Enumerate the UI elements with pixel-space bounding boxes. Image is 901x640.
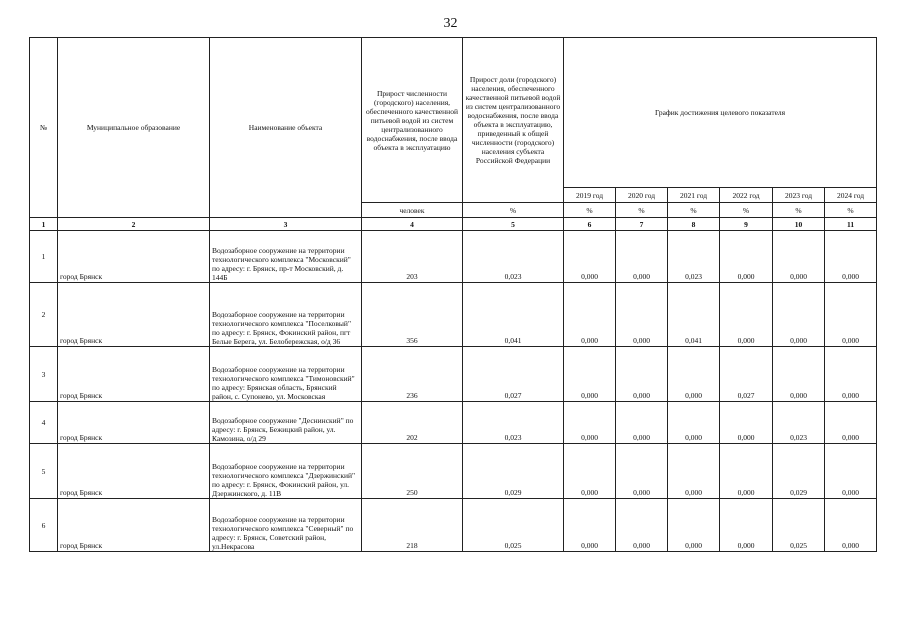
share-cell: 0,025 (463, 499, 564, 552)
row-index: 1 (30, 231, 58, 283)
object-cell: Водозаборное сооружение на территории технологического комплекса "Северный" по адресу: г. Брянск, Советский район, ул.Некрасова (210, 499, 362, 552)
value-2024: 0,000 (825, 347, 877, 402)
share-cell: 0,041 (463, 283, 564, 347)
object-cell: Водозаборное сооружение на территории технологического комплекса "Тимоновский" по адресу: Брянская область, Брянский район, с. Супонево, ул. Московская (210, 347, 362, 402)
share-cell: 0,029 (463, 444, 564, 499)
value-2021: 0,000 (668, 499, 720, 552)
value-2020: 0,000 (616, 283, 668, 347)
value-2019: 0,000 (564, 402, 616, 444)
share-cell: 0,023 (463, 231, 564, 283)
municipality-cell: город Брянск (58, 347, 210, 402)
unit-percent: % (668, 203, 720, 218)
unit-percent: % (616, 203, 668, 218)
header-share-growth: Прирост доли (городского) населения, обеспеченного качественной питьевой водой из систем централизованного водоснабжения, после ввода объекта в эксплуатацию, приведенный к общей численности (городского) населения субъекта Российской Федерации (463, 38, 564, 203)
object-cell: Водозаборное сооружение на территории технологического комплекса "Московский" по адресу: г. Брянск, пр-т Московский, д. 144Б (210, 231, 362, 283)
table-row (30, 231, 877, 283)
unit-percent: % (825, 203, 877, 218)
year-2021: 2021 год (668, 188, 720, 203)
object-cell: Водозаборное сооружение на территории технологического комплекса "Поселковый" по адресу: г. Брянск, Фокинский район, пгт Белые Берега, ул. Белобережская, о/д 36 (210, 283, 362, 347)
unit-percent: % (720, 203, 773, 218)
value-2019: 0,000 (564, 499, 616, 552)
value-2019: 0,000 (564, 283, 616, 347)
share-cell: 0,023 (463, 402, 564, 444)
value-2019: 0,000 (564, 347, 616, 402)
row-index: 3 (30, 347, 58, 402)
value-2022: 0,000 (720, 283, 773, 347)
column-number: 9 (720, 218, 773, 231)
value-2022: 0,000 (720, 402, 773, 444)
municipality-cell: город Брянск (58, 283, 210, 347)
row-index: 6 (30, 499, 58, 552)
row-index: 4 (30, 402, 58, 444)
column-number: 4 (362, 218, 463, 231)
column-number: 8 (668, 218, 720, 231)
column-number: 6 (564, 218, 616, 231)
value-2023: 0,025 (773, 499, 825, 552)
header-schedule: График достижения целевого показателя (564, 38, 877, 188)
value-2024: 0,000 (825, 499, 877, 552)
value-2020: 0,000 (616, 444, 668, 499)
header-no: № (30, 38, 58, 218)
header-municipality: Муниципальное образование (58, 38, 210, 218)
value-2020: 0,000 (616, 402, 668, 444)
column-number: 3 (210, 218, 362, 231)
value-2024: 0,000 (825, 283, 877, 347)
value-2020: 0,000 (616, 347, 668, 402)
row-index: 2 (30, 283, 58, 347)
unit-percent: % (773, 203, 825, 218)
value-2021: 0,000 (668, 402, 720, 444)
population-cell: 356 (362, 283, 463, 347)
target-indicator-table (29, 37, 877, 552)
table-row (30, 444, 877, 499)
page-number: 32 (443, 16, 458, 31)
value-2022: 0,027 (720, 347, 773, 402)
year-2020: 2020 год (616, 188, 668, 203)
object-cell: Водозаборное сооружение "Деснинский" по адресу: г. Брянск, Бежицкий район, ул. Камозина, о/д 29 (210, 402, 362, 444)
value-2023: 0,000 (773, 283, 825, 347)
row-index: 5 (30, 444, 58, 499)
column-number: 1 (30, 218, 58, 231)
value-2021: 0,023 (668, 231, 720, 283)
value-2023: 0,029 (773, 444, 825, 499)
population-cell: 236 (362, 347, 463, 402)
unit-percent: % (463, 203, 564, 218)
object-cell: Водозаборное сооружение на территории технологического комплекса "Дзержинский" по адресу: г. Брянск, Фокинский район, ул. Дзержинского, д. 11В (210, 444, 362, 499)
value-2024: 0,000 (825, 444, 877, 499)
value-2022: 0,000 (720, 231, 773, 283)
value-2021: 0,000 (668, 347, 720, 402)
value-2023: 0,023 (773, 402, 825, 444)
value-2020: 0,000 (616, 231, 668, 283)
population-cell: 250 (362, 444, 463, 499)
value-2019: 0,000 (564, 444, 616, 499)
value-2024: 0,000 (825, 231, 877, 283)
population-cell: 218 (362, 499, 463, 552)
value-2021: 0,000 (668, 444, 720, 499)
unit-percent: % (564, 203, 616, 218)
header-population-growth: Прирост численности (городского) населения, обеспеченного качественной питьевой водой из систем централизованного водоснабжения, после ввода объекта в эксплуатацию (362, 38, 463, 203)
population-cell: 202 (362, 402, 463, 444)
value-2019: 0,000 (564, 231, 616, 283)
column-number: 5 (463, 218, 564, 231)
unit-people: человек (362, 203, 463, 218)
year-2023: 2023 год (773, 188, 825, 203)
column-number: 11 (825, 218, 877, 231)
year-2022: 2022 год (720, 188, 773, 203)
column-number: 10 (773, 218, 825, 231)
population-cell: 203 (362, 231, 463, 283)
column-number: 2 (58, 218, 210, 231)
municipality-cell: город Брянск (58, 499, 210, 552)
value-2021: 0,041 (668, 283, 720, 347)
year-2024: 2024 год (825, 188, 877, 203)
municipality-cell: город Брянск (58, 444, 210, 499)
value-2020: 0,000 (616, 499, 668, 552)
municipality-cell: город Брянск (58, 231, 210, 283)
column-number-row (30, 218, 877, 231)
share-cell: 0,027 (463, 347, 564, 402)
municipality-cell: город Брянск (58, 402, 210, 444)
value-2024: 0,000 (825, 402, 877, 444)
year-2019: 2019 год (564, 188, 616, 203)
value-2023: 0,000 (773, 347, 825, 402)
header-row-main (30, 38, 877, 188)
value-2023: 0,000 (773, 231, 825, 283)
table-row (30, 402, 877, 444)
value-2022: 0,000 (720, 499, 773, 552)
column-number: 7 (616, 218, 668, 231)
table-row (30, 347, 877, 402)
value-2022: 0,000 (720, 444, 773, 499)
table-row (30, 499, 877, 552)
header-object: Наименование объекта (210, 38, 362, 218)
table-row (30, 283, 877, 347)
